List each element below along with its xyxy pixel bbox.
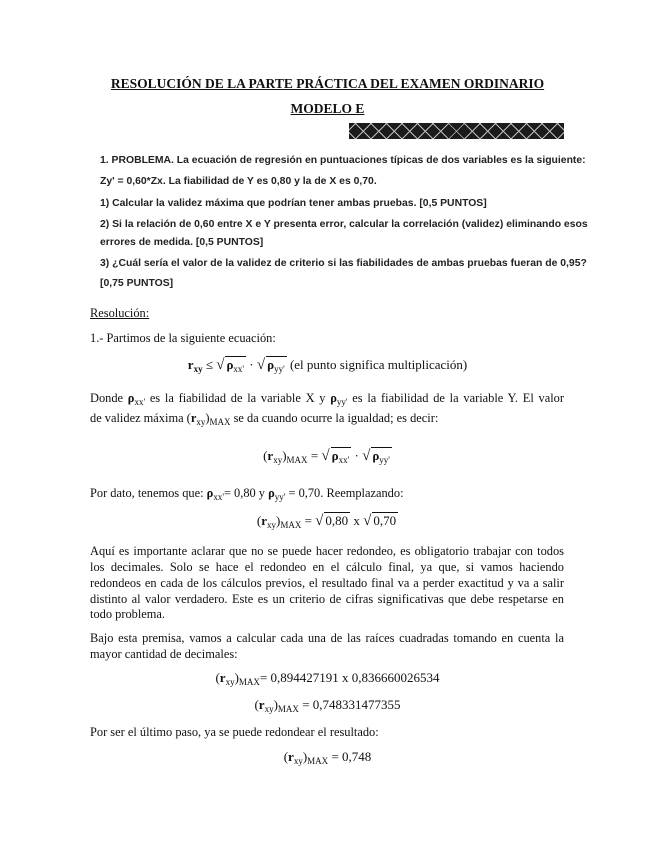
resolution-intro: 1.- Partimos de la siguiente ecuación:: [90, 331, 276, 345]
paragraph-line: mayor cantidad de decimales:: [90, 647, 238, 661]
problem-line: 3) ¿Cuál sería el valor de la validez de criterio si las fiabilidades de ambas pruebas fueran de 0,95?: [100, 258, 587, 269]
paragraph-line: Bajo esta premisa, vamos a calcular cada una de las raíces cuadradas tomando en cuenta la: [90, 631, 564, 645]
document-subtitle: MODELO E: [290, 101, 365, 116]
equation-note: (el punto significa multiplicación): [289, 357, 468, 372]
paragraph-line: todo problema.: [90, 607, 166, 621]
equation-substitution: $(r_{xy})_{MAX}$ = √ 0,80 x √ 0,70: [256, 513, 397, 530]
problem-line: [0,75 PUNTOS]: [100, 278, 174, 289]
redacted-bar: [349, 123, 564, 139]
paragraph-line: distinto al valor verdadero. Este es un criterio de cifras significativas que debe respetarse en: [90, 592, 564, 606]
equation-roots: $(r_{xy})_{MAX}= 0,894427191$ x 0,836660026534: [215, 670, 440, 687]
paragraph-line: Aquí es importante aclarar que no se puede hacer redondeo, es obligatorio trabajar con todos: [90, 544, 564, 558]
equation-product: $(r_{xy})_{MAX} = 0,748331477355$: [254, 697, 401, 714]
paragraph-line: redondeos en cada de los cálculos previos, el resultado final va a perder exactitud y va a salir: [90, 576, 564, 590]
problem-line: 1. PROBLEMA. La ecuación de regresión en puntuaciones típicas de dos variables es la siguiente:: [100, 155, 586, 166]
final-step-text: Por ser el último paso, ya se puede redondear el resultado:: [90, 725, 379, 739]
equation-inequality: $r_{xy}$ ≤ √ $\rho_{xx'}$ · √ $\rho_{yy'}$ (el punto significa multiplicación): [187, 357, 468, 374]
definition-line: Donde $\rho_{xx'}$ es la fiabilidad de la variable X y $\rho_{yy'}$ es la fiabilidad de la variable Y. El valor: [90, 391, 564, 407]
paragraph-line: los decimales. Solo se hace el redondeo en el cálculo final, ya que, si vamos haciendo: [90, 560, 564, 574]
problem-line: 1) Calcular la validez máxima que podrían tener ambas pruebas. [0,5 PUNTOS]: [100, 198, 487, 209]
problem-line: Zy' = 0,60*Zx. La fiabilidad de Y es 0,80 y la de X es 0,70.: [100, 176, 377, 187]
document-title: RESOLUCIÓN DE LA PARTE PRÁCTICA DEL EXAMEN ORDINARIO: [110, 76, 545, 91]
problem-line: errores de medida. [0,5 PUNTOS]: [100, 237, 264, 248]
problem-line: 2) Si la relación de 0,60 entre X e Y presenta error, calcular la correlación (validez) eliminando esos: [100, 219, 588, 230]
given-data-line: Por dato, tenemos que: $\rho_{xx'}= 0,80$ y $\rho_{yy'} = 0,70$. Reemplazando:: [90, 486, 404, 502]
equation-result: $(r_{xy})_{MAX} = 0,748$: [283, 749, 372, 766]
resolution-heading: Resolución:: [90, 306, 150, 320]
equation-max-validity: $(r_{xy})_{MAX}$ = √ $\rho_{xx'}$ · √ $\rho_{yy'}$: [263, 448, 390, 465]
definition-line: de validez máxima $(r_{xy})_{MAX}$ se da cuando ocurre la igualdad; es decir:: [90, 411, 439, 427]
